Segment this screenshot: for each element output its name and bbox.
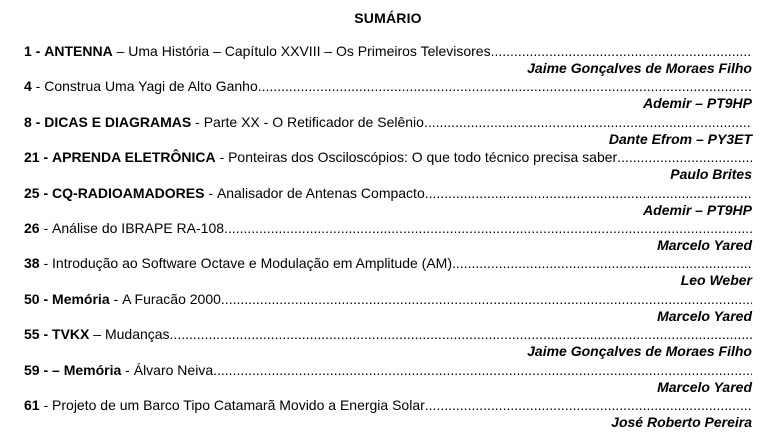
toc-entry-line	[24, 396, 752, 414]
toc-entry	[24, 42, 752, 77]
title-separator: -	[121, 361, 134, 378]
dot-leader	[258, 77, 752, 95]
toc-entry	[24, 325, 752, 360]
article-title: Uma História – Capítulo XXVIII – Os Primeiros Televisores	[128, 43, 491, 59]
number-separator: -	[39, 149, 53, 166]
toc-entry-line	[24, 361, 752, 379]
number-separator: -	[39, 290, 53, 307]
dot-leader	[425, 396, 752, 414]
article-title: Análise do IBRAPE RA-108	[52, 219, 225, 236]
section-name: Memória	[52, 290, 110, 307]
title-separator: -	[31, 78, 45, 95]
dot-leader	[491, 42, 752, 60]
page-number: 21	[24, 149, 40, 166]
entries-list	[24, 42, 752, 431]
article-title: Projeto de um Barco Tipo Catamarã Movido a Energia Solar	[52, 396, 425, 413]
title-separator: -	[39, 219, 53, 236]
article-title: Álvaro Neiva	[133, 361, 214, 378]
section-name: CQ-RADIOAMADORES	[52, 184, 205, 201]
toc-entry	[24, 290, 752, 325]
toc-entry-line	[24, 42, 752, 60]
section-name: TVKX	[52, 326, 90, 343]
article-title: Introdução ao Software Octave e Modulação em Amplitude (AM)	[52, 255, 453, 272]
toc-entry-line	[24, 113, 752, 131]
toc-entry-line	[24, 254, 752, 272]
title-separator: -	[215, 149, 229, 166]
toc-entry-line	[24, 184, 752, 202]
article-author: Jaime Gonçalves de Moraes Filho	[527, 60, 752, 76]
page-number: 55	[24, 326, 40, 343]
title-separator: –	[112, 43, 129, 59]
dot-leader	[213, 361, 752, 379]
article-title: Mudanças	[104, 326, 170, 343]
toc-entry	[24, 77, 752, 112]
number-separator: -	[31, 43, 45, 59]
article-title: Parte XX - O Retificador de Selênio	[203, 113, 424, 130]
toc-entry	[24, 361, 752, 396]
article-title: A Furacão 2000	[122, 290, 221, 307]
title-separator: -	[109, 290, 123, 307]
article-title: Construa Uma Yagi de Alto Ganho	[44, 78, 258, 95]
page-number: 61	[24, 396, 40, 413]
page-number: 50	[24, 290, 40, 307]
article-author: Ademir – PT9HP	[643, 201, 752, 218]
article-author: José Roberto Pereira	[611, 413, 752, 430]
section-name: – Memória	[52, 361, 122, 378]
number-separator: -	[39, 361, 53, 378]
toc-entry-line	[24, 77, 752, 95]
page-number: 1	[24, 43, 32, 59]
section-name: ANTENNA	[44, 43, 113, 59]
article-author: Paulo Brites	[670, 166, 752, 183]
dot-leader	[424, 113, 752, 131]
article-author: Marcelo Yared	[657, 307, 752, 324]
toc-entry	[24, 184, 752, 219]
section-name: APRENDA ELETRÔNICA	[52, 149, 216, 166]
page-number: 38	[24, 255, 40, 272]
article-author: Ademir – PT9HP	[643, 95, 752, 112]
number-separator: -	[39, 184, 53, 201]
table-of-contents	[24, 0, 752, 431]
title-separator: -	[191, 113, 204, 130]
number-separator: -	[39, 326, 53, 343]
dot-leader	[452, 254, 752, 272]
section-name: DICAS E DIAGRAMAS	[44, 113, 192, 130]
title-separator: -	[39, 396, 53, 413]
page-title: SUMÁRIO	[354, 10, 422, 26]
dot-leader	[170, 325, 752, 343]
toc-entry-line	[24, 219, 752, 237]
toc-entry-line	[24, 148, 752, 166]
article-author: Dante Efrom – PY3ET	[608, 130, 752, 147]
toc-entry-line	[24, 325, 752, 343]
page-number: 26	[24, 219, 40, 236]
dot-leader	[425, 184, 752, 202]
article-title: Ponteiras dos Osciloscópios: O que todo técnico precisa saber	[228, 149, 618, 166]
toc-entry	[24, 396, 752, 431]
article-author: Marcelo Yared	[657, 236, 752, 253]
toc-entry-line	[24, 290, 752, 308]
page-number: 4	[24, 78, 32, 95]
article-title: Analisador de Antenas Compacto	[216, 184, 425, 201]
number-separator: -	[31, 113, 45, 130]
title-separator: -	[204, 184, 217, 201]
dot-leader	[221, 290, 752, 308]
article-author: Leo Weber	[680, 272, 752, 289]
page-number: 8	[24, 113, 32, 130]
toc-entry	[24, 219, 752, 254]
dot-leader	[224, 219, 752, 237]
dot-leader	[617, 148, 752, 166]
title-separator: –	[89, 326, 105, 343]
toc-entry	[24, 254, 752, 289]
title-separator: -	[39, 255, 53, 272]
page-number: 59	[24, 361, 40, 378]
toc-entry	[24, 148, 752, 183]
toc-entry	[24, 113, 752, 148]
article-author: Jaime Gonçalves de Moraes Filho	[527, 343, 752, 360]
page-number: 25	[24, 184, 40, 201]
article-author: Marcelo Yared	[657, 378, 752, 395]
